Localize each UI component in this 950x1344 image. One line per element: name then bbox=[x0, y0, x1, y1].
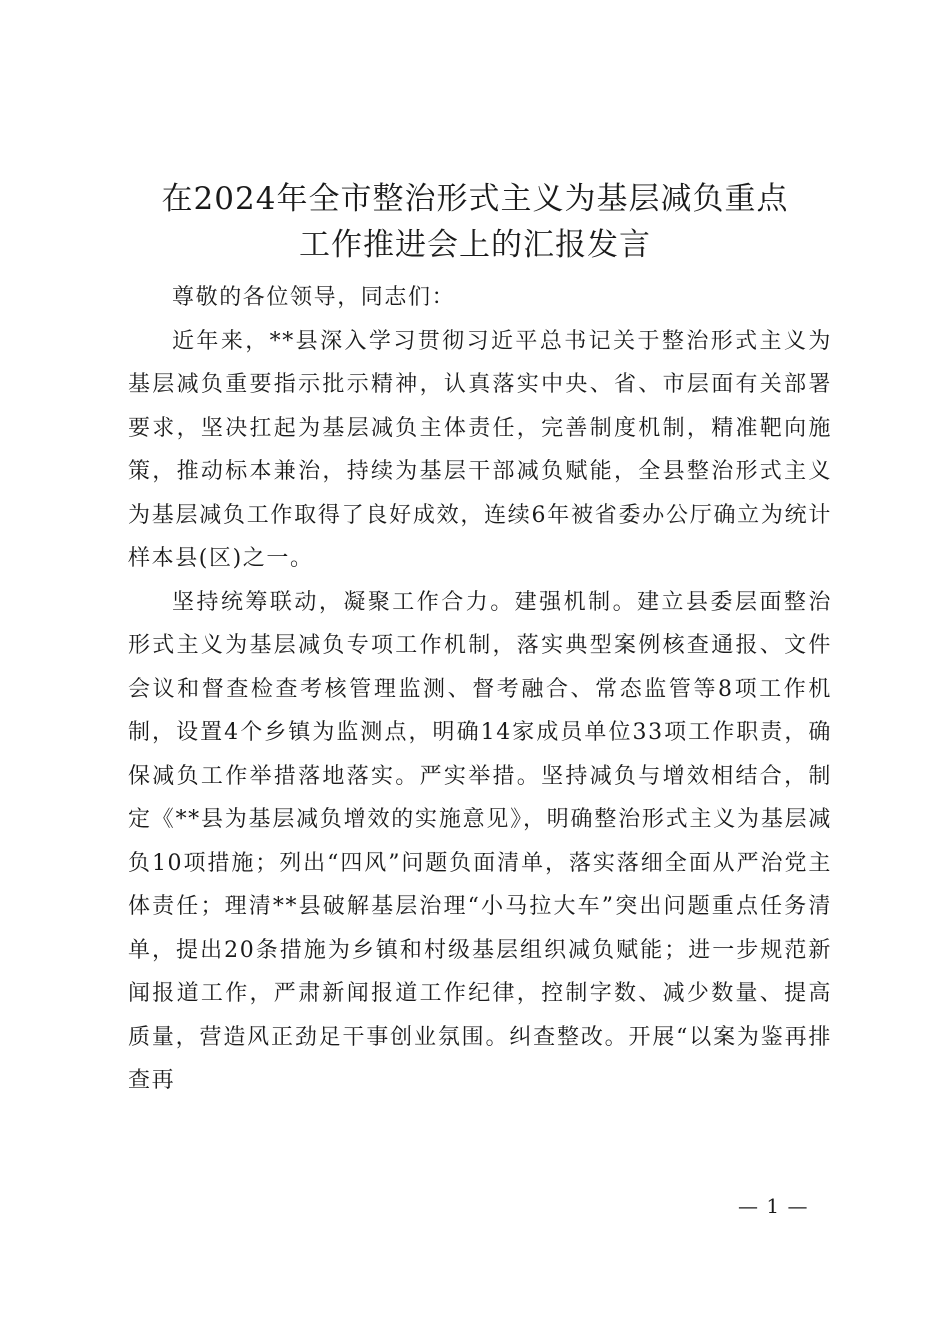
title-line-1: 在2024年全市整治形式主义为基层减负重点 bbox=[161, 181, 789, 217]
document-title bbox=[120, 176, 830, 268]
greeting: 尊敬的各位领导，同志们： bbox=[172, 285, 456, 310]
paragraph-coordination: 坚持统筹联动，凝聚工作合力。建强机制。建立县委层面整治形式主义为基层减负专项工作机制，落实典型案例核查通报、文件会议和督查检查考核管理监测、督考融合、常态监管等8项工作机制，设置4个乡镇为监测点，明确14家成员单位33项工作职责，确保减负工作举措落地落实。严实举措。坚持减负与增效相结合，制定《**县为基层减负增效的实施意见》，明确整治形式主义为基层减负10项措施；列出“四风”问题负面清单，落实落细全面从严治党主体责任；理清**县破解基层治理“小马拉大车”突出问题重点任务清单，提出20条措施为乡镇和村级基层组织减负赋能；进一步规范新闻报道工作，严肃新闻报道工作纪律，控制字数、减少数量、提高质量，营造风正劲足干事创业氛围。纠查整改。开展“以案为鉴再排查再 bbox=[128, 589, 832, 1093]
document-body bbox=[128, 276, 832, 1103]
title-line-2: 工作推进会上的汇报发言 bbox=[299, 227, 651, 263]
paragraph-intro: 近年来，**县深入学习贯彻习近平总书记关于整治形式主义为基层减负重要指示批示精神，认真落实中央、省、市层面有关部署要求，坚决扛起为基层减负主体责任，完善制度机制，精准靶向施策，推动标本兼治，持续为基层干部减负赋能，全县整治形式主义为基层减负工作取得了良好成效，连续6年被省委办公厅确立为统计样本县(区)之一。 bbox=[128, 328, 832, 571]
page-number: — 1 — bbox=[738, 1194, 809, 1218]
